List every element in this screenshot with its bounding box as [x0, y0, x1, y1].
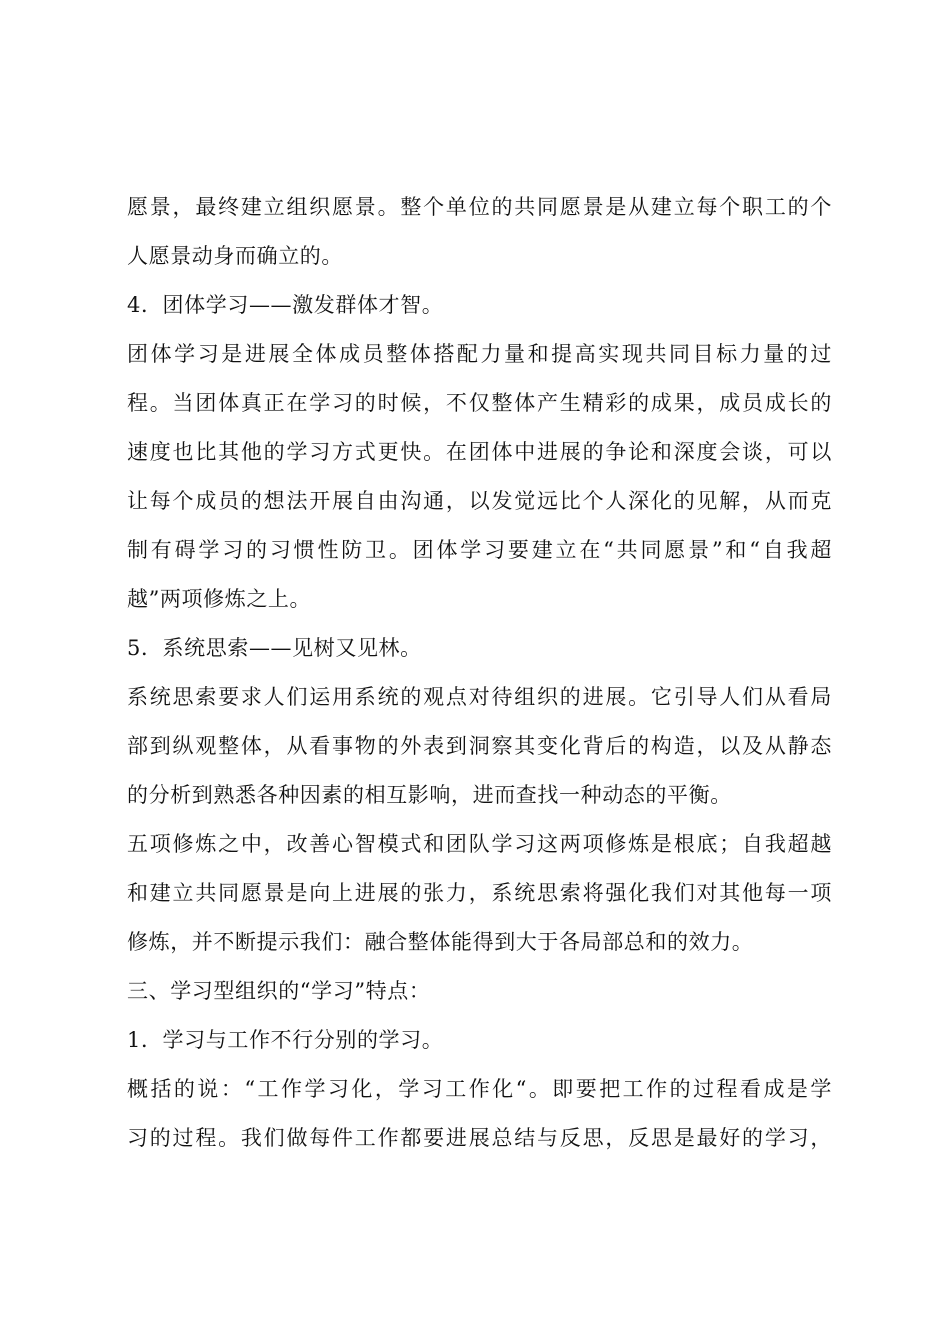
- section-heading: 4．团体学习——激发群体才智。: [127, 293, 444, 317]
- section-heading: 三、学习型组织的“学习”特点：: [127, 979, 431, 1003]
- text-line: 愿景，最终建立组织愿景。整个单位的共同愿景是从建立每个职工的个: [127, 195, 832, 219]
- text-line: 程。当团体真正在学习的时候，不仅整体产生精彩的成果，成员成长的: [127, 391, 832, 415]
- text-line: 系统思索要求人们运用系统的观点对待组织的进展。它引导人们从看局: [127, 685, 832, 709]
- text-line: 习的过程。我们做每件工作都要进展总结与反思，反思是最好的学习，: [127, 1126, 832, 1150]
- text-line: 部到纵观整体，从看事物的外表到洞察其变化背后的构造，以及从静态: [127, 734, 832, 758]
- text-line: 概括的说：“工作学习化，学习工作化“。即要把工作的过程看成是学: [127, 1077, 832, 1101]
- text-line: 越”两项修炼之上。: [127, 587, 312, 611]
- text-line: 速度也比其他的学习方式更快。在团体中进展的争论和深度会谈，可以: [127, 440, 832, 464]
- text-line: 修炼，并不断提示我们：融合整体能得到大于各局部总和的效力。: [127, 930, 754, 954]
- text-line: 和建立共同愿景是向上进展的张力，系统思索将强化我们对其他每一项: [127, 881, 832, 905]
- text-line: 制有碍学习的习惯性防卫。团体学习要建立在“共同愿景”和“自我超: [127, 538, 832, 562]
- section-heading: 5．系统思索——见树又见林。: [127, 636, 422, 660]
- text-line: 让每个成员的想法开展自由沟通，以发觉远比个人深化的见解，从而克: [127, 489, 832, 513]
- text-line: 团体学习是进展全体成员整体搭配力量和提高实现共同目标力量的过: [127, 342, 832, 366]
- section-heading: 1．学习与工作不行分别的学习。: [127, 1028, 444, 1052]
- document-body: [127, 183, 832, 1163]
- text-line: 人愿景动身而确立的。: [127, 244, 343, 268]
- text-line: 的分析到熟悉各种因素的相互影响，进而查找一种动态的平衡。: [127, 783, 732, 807]
- text-line: 五项修炼之中，改善心智模式和团队学习这两项修炼是根底；自我超越: [127, 832, 832, 856]
